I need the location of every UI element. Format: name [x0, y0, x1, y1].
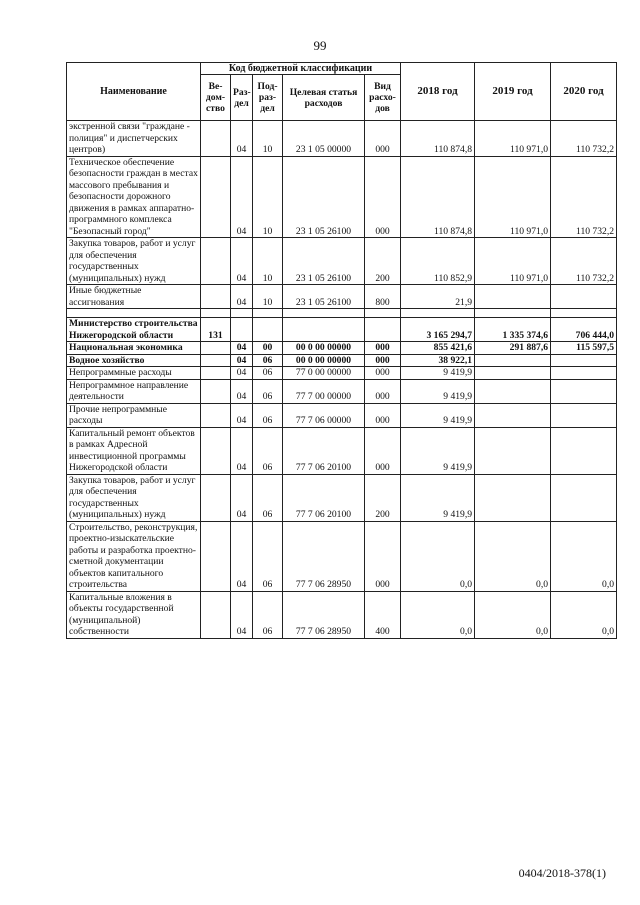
row-amount-2020: 110 732,2	[551, 156, 617, 238]
table-row	[67, 238, 617, 285]
row-target-article: 77 7 06 28950	[283, 521, 365, 591]
row-vedomstvo	[201, 156, 231, 238]
row-expense-type: 000	[365, 403, 401, 427]
row-vedomstvo	[201, 285, 231, 309]
table-row	[67, 474, 617, 521]
row-amount-2018: 9 419,9	[401, 379, 475, 403]
row-podrazdel: 06	[253, 403, 283, 427]
table-row	[67, 379, 617, 403]
row-name: Закупка товаров, работ и услуг для обеспечения государственных (муниципальных) нужд	[67, 238, 201, 285]
row-razdel: 04	[231, 427, 253, 474]
table-row	[67, 342, 617, 355]
row-razdel: 04	[231, 591, 253, 638]
row-expense-type: 000	[365, 521, 401, 591]
row-amount-2019: 291 887,6	[475, 342, 551, 355]
row-amount-2019	[475, 403, 551, 427]
row-razdel: 04	[231, 342, 253, 355]
budget-table	[66, 62, 617, 639]
document-code: 0404/2018-378(1)	[518, 866, 606, 880]
row-vedomstvo	[201, 238, 231, 285]
row-razdel: 04	[231, 285, 253, 309]
row-vedomstvo: 131	[201, 318, 231, 342]
row-name: Национальная экономика	[67, 342, 201, 355]
header-year-2018: 2018 год	[401, 63, 475, 121]
row-podrazdel: 06	[253, 367, 283, 380]
header-year-2020: 2020 год	[551, 63, 617, 121]
row-amount-2018: 38 922,1	[401, 354, 475, 367]
row-amount-2019: 110 971,0	[475, 238, 551, 285]
header-expense-type: Вид расхо-дов	[365, 75, 401, 121]
row-vedomstvo	[201, 521, 231, 591]
row-target-article: 23 1 05 26100	[283, 285, 365, 309]
row-razdel: 04	[231, 367, 253, 380]
row-podrazdel: 06	[253, 591, 283, 638]
row-expense-type: 000	[365, 156, 401, 238]
table-row	[67, 591, 617, 638]
row-amount-2018: 0,0	[401, 591, 475, 638]
row-amount-2020	[551, 403, 617, 427]
row-podrazdel: 06	[253, 354, 283, 367]
row-razdel	[231, 318, 253, 342]
row-amount-2018: 9 419,9	[401, 427, 475, 474]
row-amount-2018: 9 419,9	[401, 367, 475, 380]
row-amount-2019	[475, 285, 551, 309]
row-podrazdel: 06	[253, 474, 283, 521]
header-name: Наименование	[67, 63, 201, 121]
header-classification-code: Код бюджетной классификации	[201, 63, 401, 75]
row-name: Непрограммное направление деятельности	[67, 379, 201, 403]
row-podrazdel	[253, 318, 283, 342]
row-expense-type: 000	[365, 367, 401, 380]
row-razdel: 04	[231, 474, 253, 521]
row-podrazdel: 10	[253, 238, 283, 285]
row-vedomstvo	[201, 591, 231, 638]
spacer-cell	[283, 309, 365, 318]
row-expense-type: 000	[365, 427, 401, 474]
row-razdel: 04	[231, 354, 253, 367]
header-year-2019: 2019 год	[475, 63, 551, 121]
row-amount-2020	[551, 285, 617, 309]
table-row	[67, 318, 617, 342]
header-podrazdel: Под-раз-дел	[253, 75, 283, 121]
header-vedomstvo: Ве-дом-ство	[201, 75, 231, 121]
row-podrazdel: 06	[253, 521, 283, 591]
row-name: Закупка товаров, работ и услуг для обеспечения государственных (муниципальных) нужд	[67, 474, 201, 521]
row-amount-2020	[551, 474, 617, 521]
row-name: Техническое обеспечение безопасности граждан в местах массового пребывания и безопасности дорожного движения в рамках аппаратно-программного комплекса "Безопасный город"	[67, 156, 201, 238]
row-amount-2020	[551, 427, 617, 474]
header-razdel: Раз-дел	[231, 75, 253, 121]
row-amount-2020: 110 732,2	[551, 121, 617, 157]
row-amount-2019	[475, 474, 551, 521]
page-number: 99	[313, 38, 327, 53]
row-expense-type: 000	[365, 121, 401, 157]
spacer-cell	[365, 309, 401, 318]
row-amount-2018: 9 419,9	[401, 474, 475, 521]
row-target-article: 77 7 06 20100	[283, 474, 365, 521]
row-razdel: 04	[231, 379, 253, 403]
row-amount-2020: 110 732,2	[551, 238, 617, 285]
row-podrazdel: 10	[253, 156, 283, 238]
row-amount-2019: 0,0	[475, 521, 551, 591]
row-name: экстренной связи "граждане - полиция" и диспетчерских центров)	[67, 121, 201, 157]
table-row	[67, 156, 617, 238]
row-razdel: 04	[231, 521, 253, 591]
table-row	[67, 285, 617, 309]
row-expense-type: 200	[365, 474, 401, 521]
row-name: Прочие непрограммные расходы	[67, 403, 201, 427]
row-amount-2018: 21,9	[401, 285, 475, 309]
spacer-cell	[551, 309, 617, 318]
row-name: Водное хозяйство	[67, 354, 201, 367]
row-name: Иные бюджетные ассигнования	[67, 285, 201, 309]
table-row	[67, 354, 617, 367]
header-target-article: Целевая статья расходов	[283, 75, 365, 121]
row-vedomstvo	[201, 474, 231, 521]
row-expense-type: 000	[365, 354, 401, 367]
row-amount-2018: 110 874,8	[401, 121, 475, 157]
row-vedomstvo	[201, 367, 231, 380]
row-amount-2018: 855 421,6	[401, 342, 475, 355]
table-row	[67, 427, 617, 474]
spacer-cell	[401, 309, 475, 318]
table-body	[67, 121, 617, 639]
spacer-cell	[253, 309, 283, 318]
spacer-cell	[201, 309, 231, 318]
row-amount-2019: 110 971,0	[475, 156, 551, 238]
table-row	[67, 121, 617, 157]
row-target-article: 77 7 00 00000	[283, 379, 365, 403]
row-amount-2019	[475, 367, 551, 380]
row-podrazdel: 10	[253, 121, 283, 157]
row-amount-2019	[475, 379, 551, 403]
row-target-article: 77 0 00 00000	[283, 367, 365, 380]
row-vedomstvo	[201, 121, 231, 157]
row-podrazdel: 00	[253, 342, 283, 355]
spacer-row	[67, 309, 617, 318]
row-name: Капитальный ремонт объектов в рамках Адресной инвестиционной программы Нижегородской области	[67, 427, 201, 474]
row-amount-2018: 9 419,9	[401, 403, 475, 427]
row-vedomstvo	[201, 354, 231, 367]
spacer-cell	[231, 309, 253, 318]
row-amount-2019: 0,0	[475, 591, 551, 638]
row-razdel: 04	[231, 403, 253, 427]
spacer-cell	[67, 309, 201, 318]
row-amount-2019	[475, 427, 551, 474]
row-expense-type: 000	[365, 342, 401, 355]
row-expense-type: 200	[365, 238, 401, 285]
spacer-cell	[475, 309, 551, 318]
row-target-article: 77 7 06 00000	[283, 403, 365, 427]
row-expense-type: 000	[365, 379, 401, 403]
row-amount-2019: 110 971,0	[475, 121, 551, 157]
row-amount-2020: 0,0	[551, 521, 617, 591]
row-expense-type	[365, 318, 401, 342]
row-podrazdel: 10	[253, 285, 283, 309]
row-vedomstvo	[201, 427, 231, 474]
row-vedomstvo	[201, 379, 231, 403]
row-razdel: 04	[231, 238, 253, 285]
row-expense-type: 400	[365, 591, 401, 638]
row-amount-2020: 115 597,5	[551, 342, 617, 355]
row-target-article: 77 7 06 20100	[283, 427, 365, 474]
row-amount-2020	[551, 379, 617, 403]
row-target-article: 00 0 00 00000	[283, 354, 365, 367]
row-expense-type: 800	[365, 285, 401, 309]
row-podrazdel: 06	[253, 427, 283, 474]
row-amount-2019	[475, 354, 551, 367]
table-row	[67, 403, 617, 427]
row-target-article: 77 7 06 28950	[283, 591, 365, 638]
row-vedomstvo	[201, 342, 231, 355]
row-target-article: 00 0 00 00000	[283, 342, 365, 355]
table-row	[67, 367, 617, 380]
row-amount-2018: 3 165 294,7	[401, 318, 475, 342]
row-name: Строительство, реконструкция, проектно-изыскательские работы и разработка проектно-сметной документации объектов капитального строительства	[67, 521, 201, 591]
row-amount-2020	[551, 354, 617, 367]
row-podrazdel: 06	[253, 379, 283, 403]
row-amount-2020: 0,0	[551, 591, 617, 638]
row-target-article: 23 1 05 26100	[283, 156, 365, 238]
row-target-article	[283, 318, 365, 342]
row-vedomstvo	[201, 403, 231, 427]
row-name: Министерство строительства Нижегородской области	[67, 318, 201, 342]
row-name: Капитальные вложения в объекты государственной (муниципальной) собственности	[67, 591, 201, 638]
row-name: Непрограммные расходы	[67, 367, 201, 380]
table-row	[67, 521, 617, 591]
row-razdel: 04	[231, 156, 253, 238]
row-target-article: 23 1 05 26100	[283, 238, 365, 285]
row-target-article: 23 1 05 00000	[283, 121, 365, 157]
row-amount-2019: 1 335 374,6	[475, 318, 551, 342]
row-amount-2020	[551, 367, 617, 380]
row-amount-2018: 0,0	[401, 521, 475, 591]
row-amount-2018: 110 874,8	[401, 156, 475, 238]
row-razdel: 04	[231, 121, 253, 157]
row-amount-2020: 706 444,0	[551, 318, 617, 342]
row-amount-2018: 110 852,9	[401, 238, 475, 285]
